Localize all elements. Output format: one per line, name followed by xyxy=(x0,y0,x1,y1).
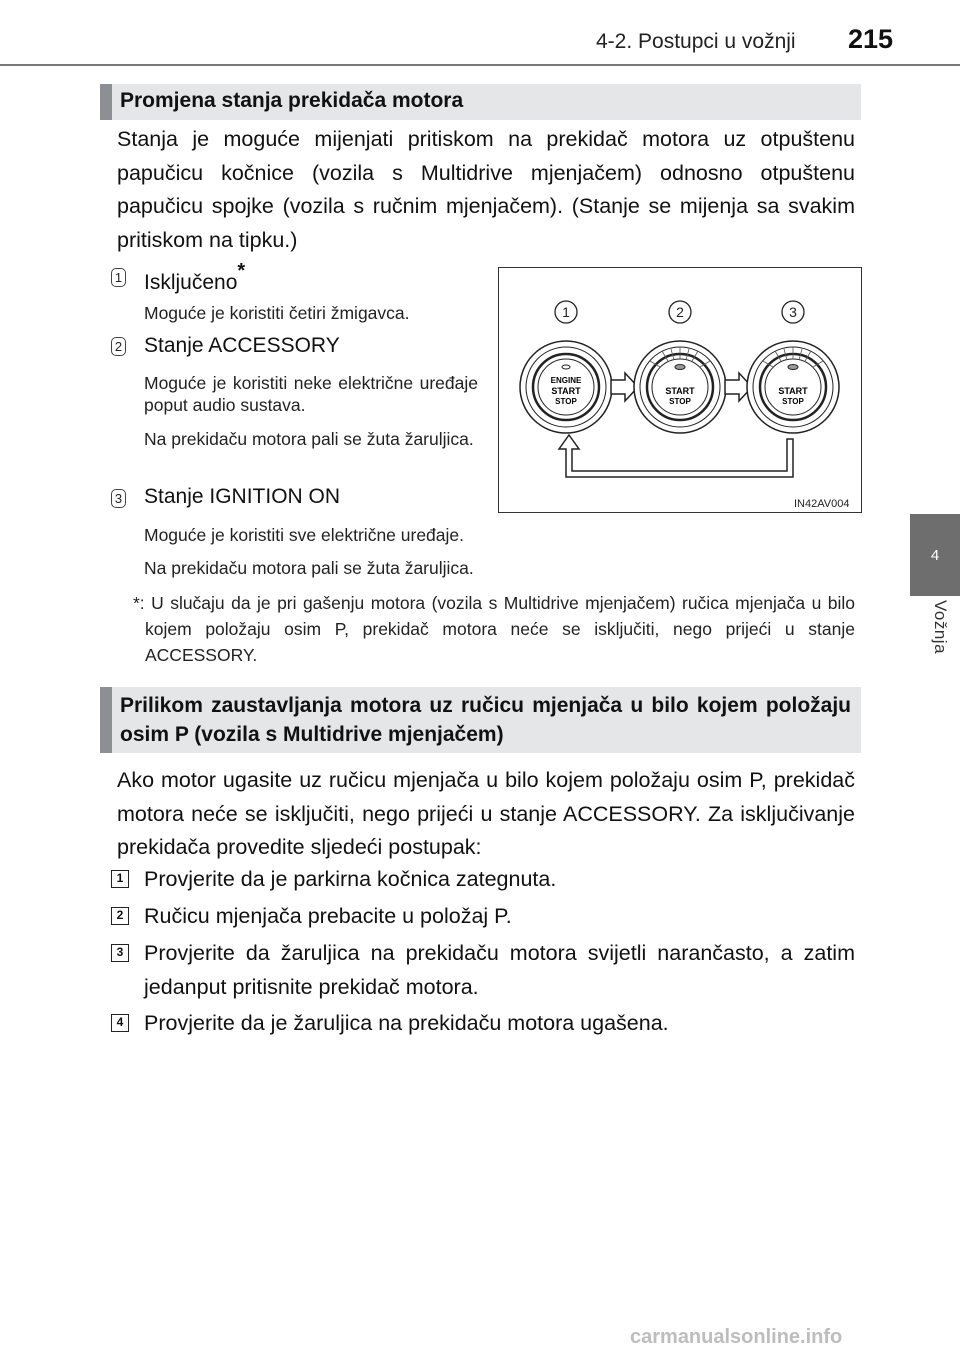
step-text: Ručicu mjenjača prebacite u položaj P. xyxy=(144,904,512,928)
engine-button-accessory xyxy=(634,341,726,433)
step-text: Provjerite da je parkirna kočnica zategnuta. xyxy=(144,867,557,891)
item-title-text: Isključeno xyxy=(144,271,238,294)
header-divider xyxy=(0,64,960,66)
figure-code: IN42AV004 xyxy=(794,498,850,510)
svg-text:STOP: STOP xyxy=(669,397,691,406)
item-number: 1 xyxy=(111,268,126,287)
item-description: Na prekidaču motora pali se žuta žaruljica. xyxy=(144,558,474,578)
footnote-text: *: U slučaju da je pri gašenju motora (vozila s Multidrive mjenjačem) ručica mjenjača u bilo kojem položaju osim P, prekidač motora neće se isključiti, nego prijeći u stanje ACCESSORY. xyxy=(133,593,855,665)
step-number: 2 xyxy=(111,907,129,925)
section-intro: Stanja je moguće mijenjati pritiskom na prekidač motora uz otpuštenu papučicu kočnice (vozila s Multidrive mjenjačem) odnosno otpuštenu papučicu spojke (vozila s ručnim mjenjačem). (Stanje se mijenja sa svakim pritiskom na tipku.) xyxy=(117,127,855,252)
footnote xyxy=(117,590,855,668)
step-number: 3 xyxy=(111,944,129,962)
svg-text:START: START xyxy=(665,386,695,396)
chapter-label: Vožnja xyxy=(931,600,950,655)
svg-text:3: 3 xyxy=(789,304,797,320)
item-description: Moguće je koristiti sve električne uređaje. xyxy=(144,525,465,545)
engine-button-ignition-on xyxy=(747,341,839,433)
item-number: 3 xyxy=(111,489,126,508)
item-title xyxy=(144,260,246,295)
page-number: 215 xyxy=(848,24,894,54)
svg-text:START: START xyxy=(778,386,808,396)
diagram-label-3 xyxy=(782,301,804,323)
item-description: Moguće je koristiti neke električne uređaje poput audio sustava. xyxy=(144,373,478,415)
step-text: Provjerite da žaruljica na prekidaču motora svijetli narančasto, a zatim jedanput pritisnite prekidač motora. xyxy=(144,941,855,999)
item-description: Moguće je koristiti četiri žmigavca. xyxy=(144,303,410,323)
step-number: 1 xyxy=(111,870,129,888)
svg-text:STOP: STOP xyxy=(555,397,577,406)
step-number: 4 xyxy=(111,1014,129,1032)
svg-text:STOP: STOP xyxy=(782,397,804,406)
section-intro: Ako motor ugasite uz ručicu mjenjača u bilo kojem položaju osim P, prekidač motora neće se isključiti, nego prijeći u stanje ACCESSORY. Za isključivanje prekidača provedite sljedeći postupak: xyxy=(117,768,855,859)
section-heading: Promjena stanja prekidača motora xyxy=(100,84,861,120)
svg-text:1: 1 xyxy=(562,304,570,320)
engine-button-off xyxy=(520,341,612,433)
item-title: Stanje ACCESSORY xyxy=(144,334,340,357)
chapter-tab: 4 xyxy=(910,514,960,596)
watermark: carmanualsonline.info xyxy=(630,1326,843,1348)
item-number: 2 xyxy=(111,337,126,356)
item-description: Na prekidaču motora pali se žuta žaruljica. xyxy=(144,429,474,449)
running-header: 4-2. Postupci u vožnji xyxy=(596,30,796,53)
section-heading: Prilikom zaustavljanja motora uz ručicu mjenjača u bilo kojem položaju osim P (vozila s Multidrive mjenjačem) xyxy=(100,687,861,753)
diagram-label-1 xyxy=(555,301,577,323)
engine-switch-diagram xyxy=(498,267,862,513)
svg-text:ENGINE: ENGINE xyxy=(550,376,582,385)
svg-text:START: START xyxy=(551,386,581,396)
diagram-label-2 xyxy=(669,301,691,323)
svg-text:2: 2 xyxy=(676,304,684,320)
step-text: Provjerite da je žaruljica na prekidaču motora ugašena. xyxy=(144,1011,669,1035)
footnote-mark: * xyxy=(237,260,246,282)
item-title: Stanje IGNITION ON xyxy=(144,485,341,508)
